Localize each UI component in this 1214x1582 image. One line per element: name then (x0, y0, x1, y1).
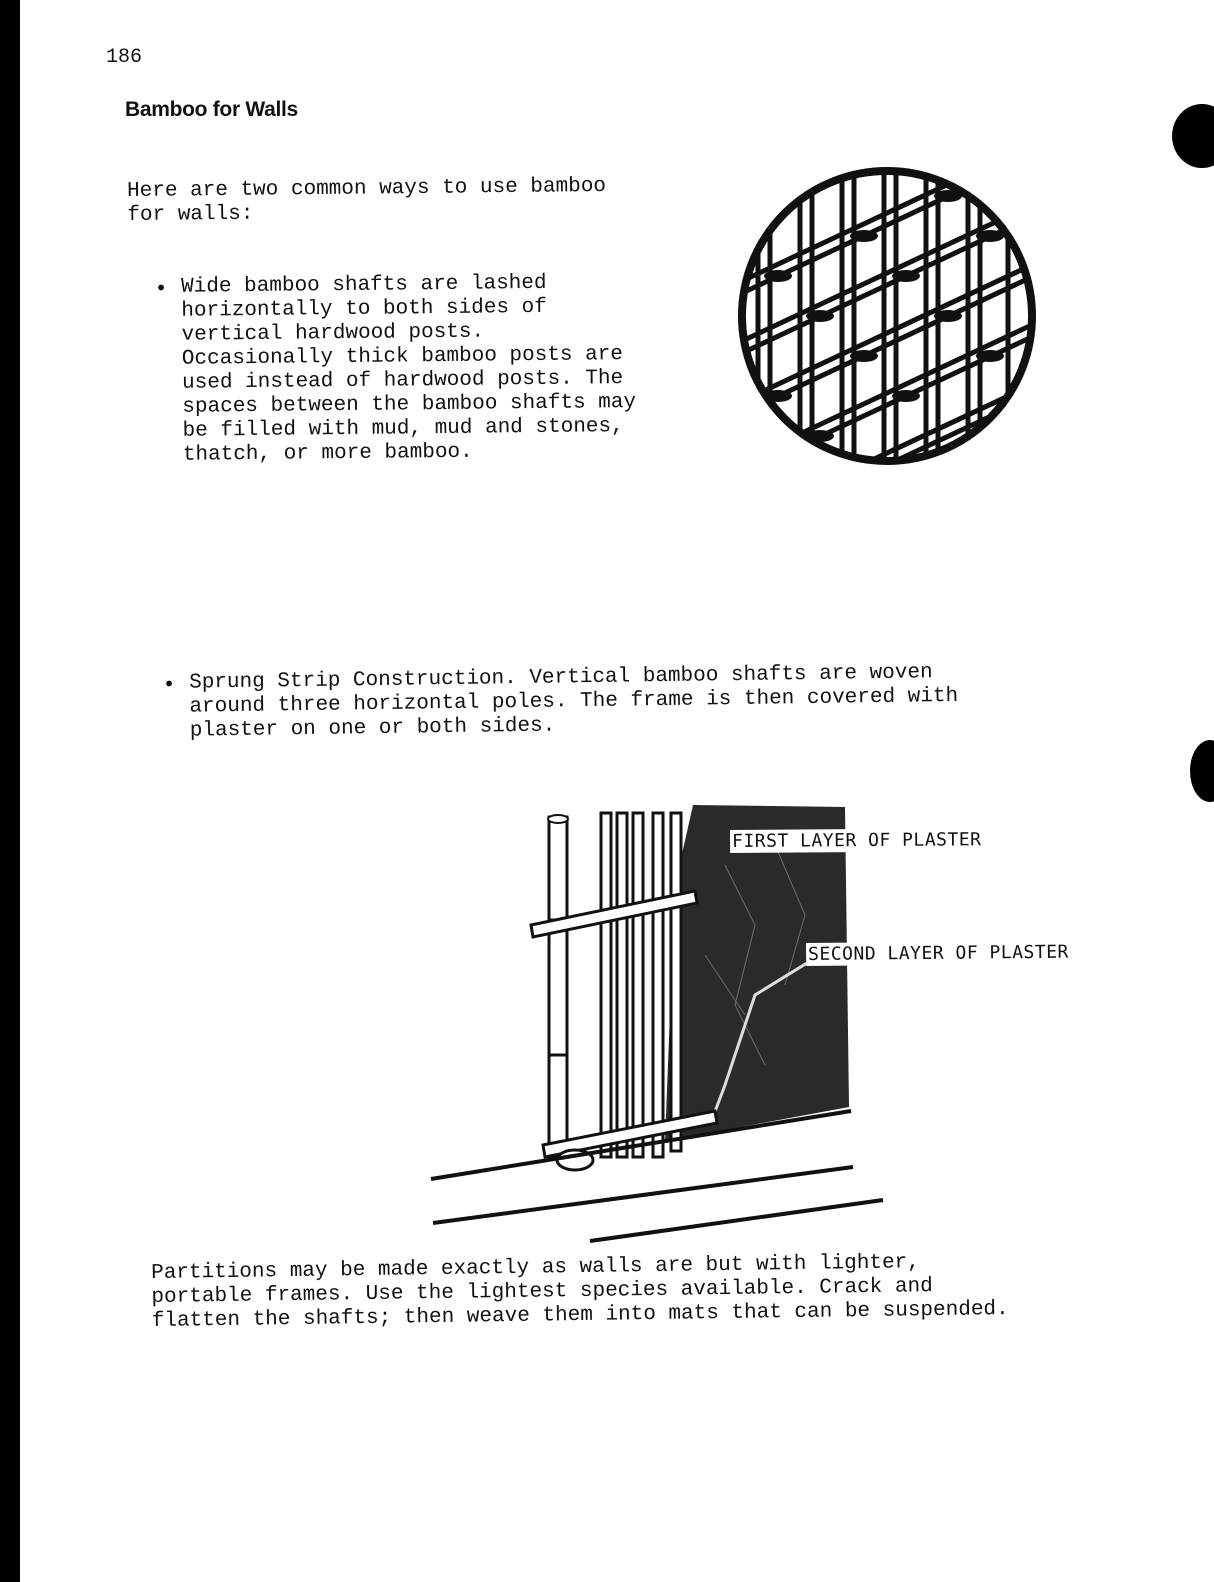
punch-hole-middle (1190, 740, 1214, 802)
bullet-icon: • (163, 671, 176, 696)
bullet-icon: • (155, 275, 168, 300)
page-number: 186 (106, 46, 143, 69)
punch-hole-top (1172, 104, 1214, 168)
bullet-text: Wide bamboo shafts are lashed horizontally to both sides of vertical hardwood posts. Occasionally thick bamboo posts are used instead of hardwood posts. The spaces between the bamboo shafts may be filled with mud, mud and stones, thatch, or more bamboo. (180, 271, 637, 467)
bullet-item-sprung-strip (163, 659, 1084, 744)
label-text: FIRST LAYER OF PLASTER (730, 828, 984, 853)
bamboo-lattice-illustration (738, 163, 1036, 469)
label-text: SECOND LAYER OF PLASTER (806, 941, 1071, 966)
figure-label-second-layer (806, 942, 1071, 965)
sprung-strip-wall-illustration (425, 805, 885, 1245)
bullet-item-lashed-shafts (155, 270, 717, 468)
binding-edge (0, 0, 20, 1582)
bullet-text: Sprung Strip Construction. Vertical bamboo shafts are woven around three horizontal poles. The frame is then covered with plaster on one or both sides. (188, 661, 959, 743)
intro-paragraph: Here are two common ways to use bamboo for walls: (127, 174, 607, 227)
page-heading: Bamboo for Walls (125, 98, 298, 121)
figure-label-first-layer (730, 829, 984, 852)
closing-paragraph: Partitions may be made exactly as walls are but with lighter, portable frames. Use the lightest species available. Crack and flatten the shafts; then weave them into mats that can be suspended. (151, 1251, 1009, 1333)
